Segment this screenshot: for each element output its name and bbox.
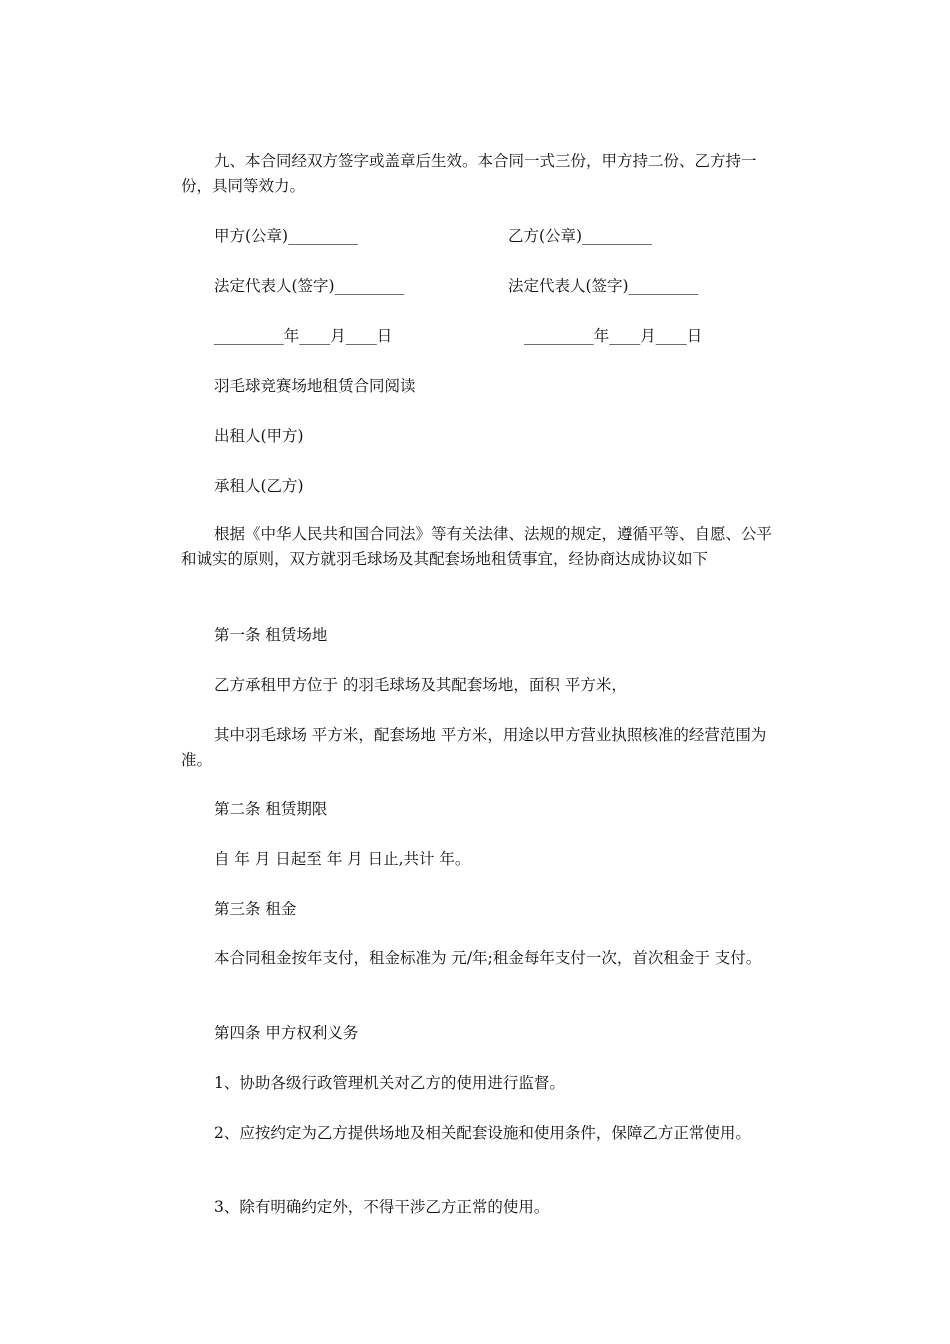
article-4-item-2: 2、应按约定为乙方提供场地及相关配套设施和使用条件，保障乙方正常使用。 xyxy=(214,1124,751,1142)
party-a-rep-line: 法定代表人(签字)_________ xyxy=(214,277,405,295)
article-4-item-1: 1、协助各级行政管理机关对乙方的使用进行监督。 xyxy=(214,1074,565,1092)
article-1-paragraph-2: 其中羽毛球场 平方米，配套场地 平方米，用途以甲方营业执照核准的经营范围为准。 xyxy=(181,726,767,769)
article-4-heading: 第四条 甲方权利义务 xyxy=(214,1024,359,1042)
reading-title: 羽毛球竞赛场地租赁合同阅读 xyxy=(214,377,416,395)
article-3-heading: 第三条 租金 xyxy=(214,900,297,918)
clause-9: 九、本合同经双方签字或盖章后生效。本合同一式三份，甲方持二份、乙方持一份，具同等效力。 xyxy=(181,152,757,195)
party-a-seal-line: 甲方(公章)_________ xyxy=(214,227,358,245)
lessor-label: 出租人(甲方) xyxy=(214,427,304,445)
article-3-paragraph-1: 本合同租金按年支付，租金标准为 元/年;租金每年支付一次，首次租金于 支付。 xyxy=(214,949,762,967)
party-a-date-line: _________年____月____日 xyxy=(214,327,393,345)
article-1-paragraph-1: 乙方承租甲方位于 的羽毛球场及其配套场地，面积 平方米， xyxy=(214,676,627,694)
article-2-paragraph-1: 自 年 月 日起至 年 月 日止,共计 年。 xyxy=(214,850,471,868)
lessee-label: 承租人(乙方) xyxy=(214,477,304,495)
party-b-seal-line: 乙方(公章)_________ xyxy=(508,227,652,245)
party-b-rep-line: 法定代表人(签字)_________ xyxy=(508,277,699,295)
intro-paragraph: 根据《中华人民共和国合同法》等有关法律、法规的规定，遵循平等、自愿、公平和诚实的原则，双方就羽毛球场及其配套场地租赁事宜，经协商达成协议如下 xyxy=(181,525,773,568)
article-2-heading: 第二条 租赁期限 xyxy=(214,800,328,818)
article-4-item-3: 3、除有明确约定外，不得干涉乙方正常的使用。 xyxy=(214,1198,550,1216)
party-b-date-line: _________年____月____日 xyxy=(524,327,703,345)
article-1-heading: 第一条 租赁场地 xyxy=(214,626,328,644)
